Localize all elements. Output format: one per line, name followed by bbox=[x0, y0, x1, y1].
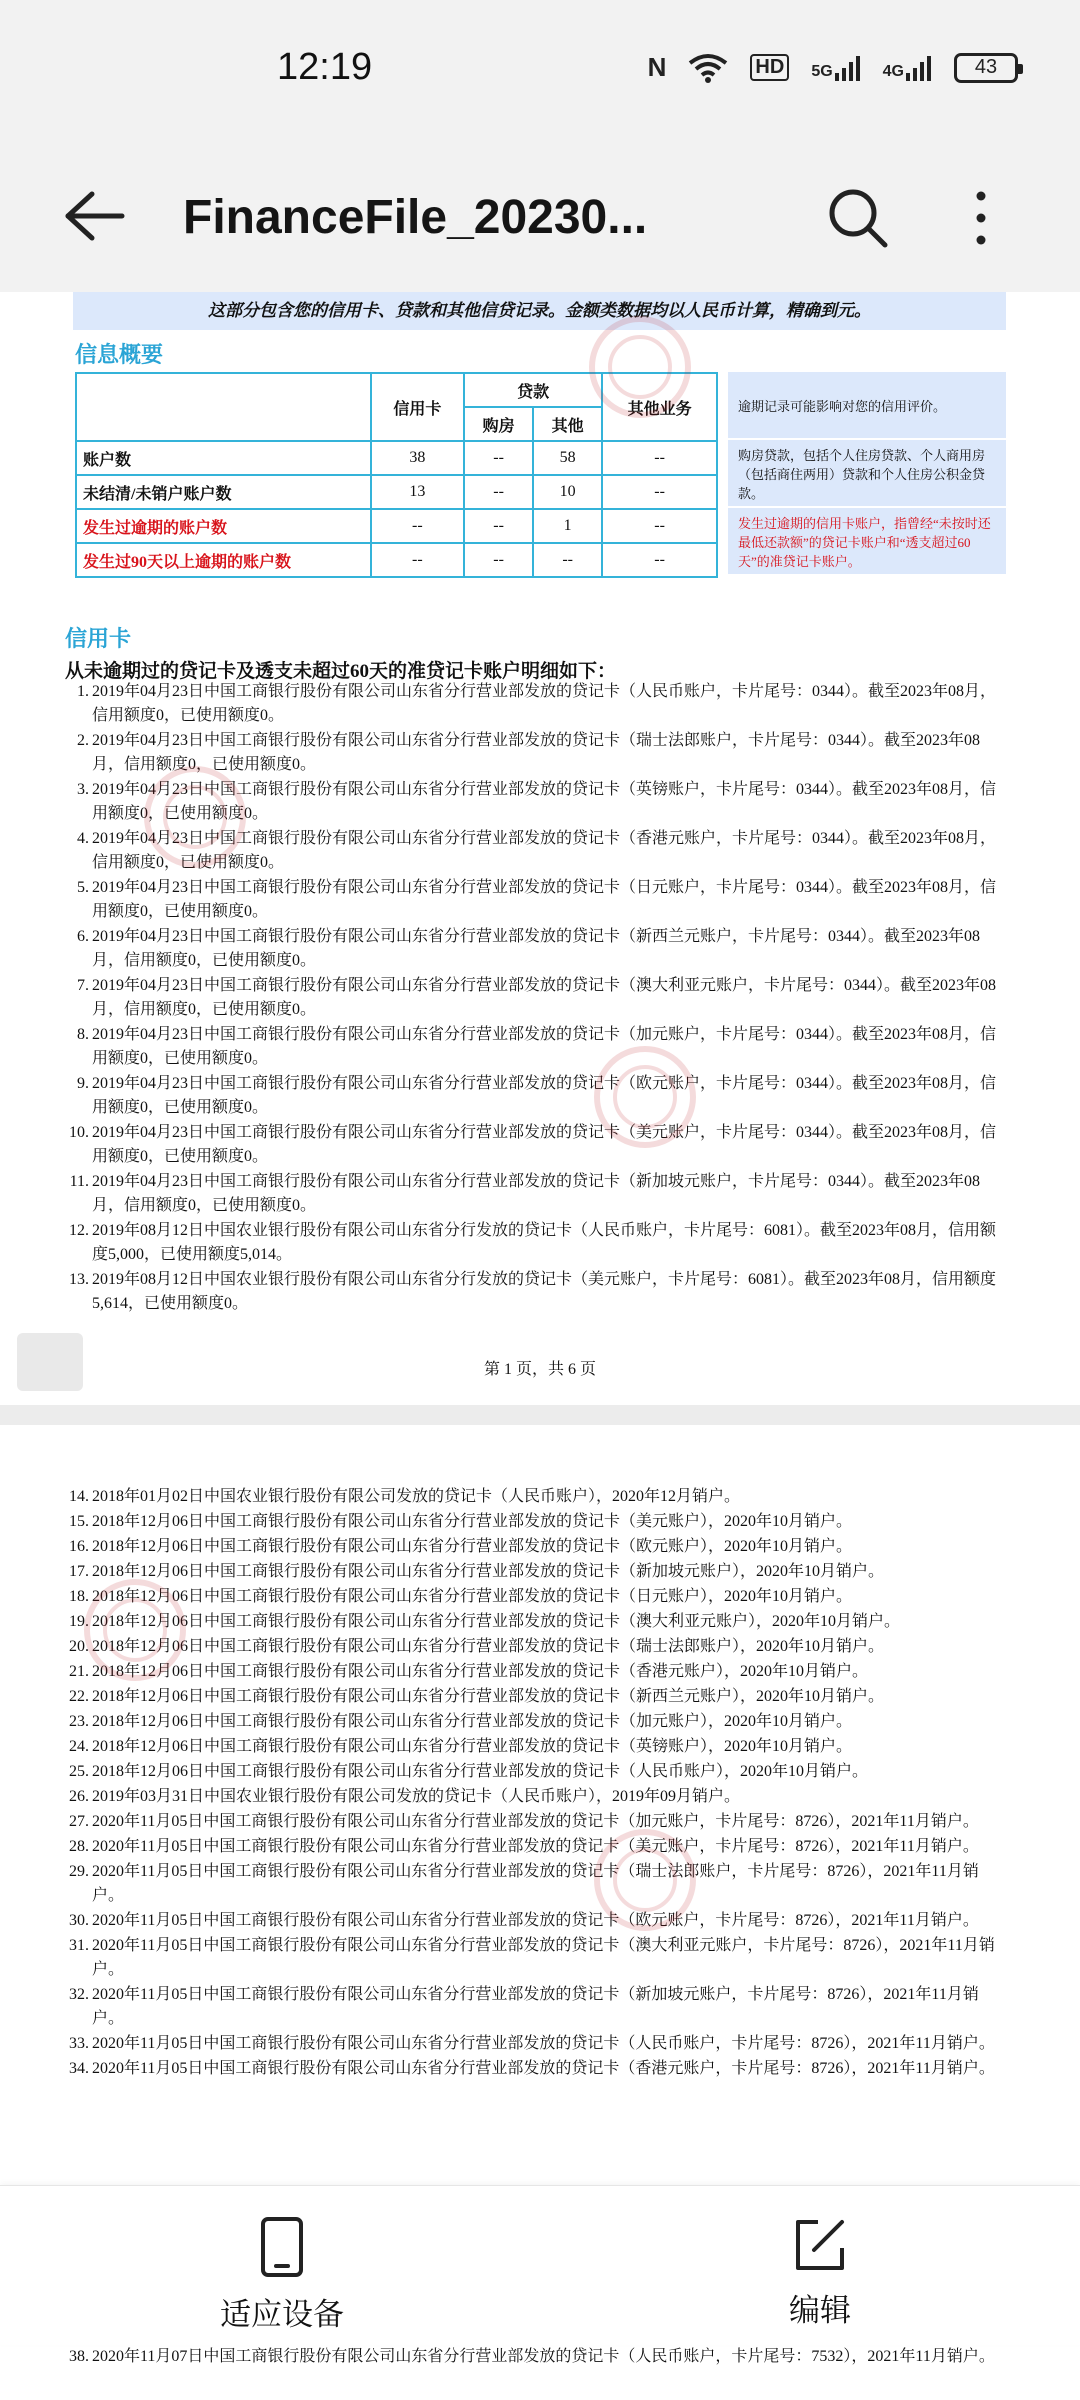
summary-table bbox=[75, 372, 718, 578]
list-item bbox=[62, 1934, 1007, 1982]
item-text: 2019年04月23日中国工商银行股份有限公司山东省分行营业部发放的贷记卡（英镑账户，卡片尾号：0344）。截至2023年08月，信用额度0，已使用额度0。 bbox=[92, 781, 997, 822]
item-number: 1. bbox=[77, 683, 89, 700]
list-item bbox=[62, 974, 1007, 1022]
list-item bbox=[62, 1121, 1007, 1169]
list-item bbox=[62, 1268, 1007, 1316]
row-label: 发生过90天以上逾期的账户数 bbox=[76, 543, 371, 577]
item-number: 38. bbox=[69, 2348, 89, 2365]
list-item bbox=[62, 1835, 1007, 1859]
edit-label: 编辑 bbox=[789, 2293, 851, 2329]
row-label: 账户数 bbox=[76, 441, 371, 475]
item-number: 30. bbox=[69, 1912, 89, 1929]
row-label: 未结清/未销户账户数 bbox=[76, 475, 371, 509]
list-item bbox=[62, 778, 1007, 826]
edit-button[interactable] bbox=[720, 2216, 920, 2330]
page-footer: 第 1 页，共 6 页 bbox=[483, 1361, 596, 1378]
app-toolbar bbox=[0, 140, 1080, 292]
cell: -- bbox=[602, 509, 717, 543]
closed-card-list bbox=[62, 1485, 1007, 2082]
item-number: 9. bbox=[77, 1075, 89, 1092]
item-number: 23. bbox=[69, 1713, 89, 1730]
document-title: FinanceFile_20230... bbox=[183, 191, 648, 244]
section-banner: 这部分包含您的信用卡、贷款和其他信贷记录。金额类数据均以人民币计算，精确到元。 bbox=[73, 292, 1006, 330]
wifi-icon bbox=[688, 53, 728, 83]
item-number: 10. bbox=[69, 1124, 89, 1141]
list-item bbox=[62, 1860, 1007, 1908]
search-icon[interactable] bbox=[826, 186, 890, 250]
item-number: 21. bbox=[69, 1663, 89, 1680]
table-row bbox=[76, 441, 717, 475]
list-item bbox=[62, 827, 1007, 875]
item-text: 2019年04月23日中国工商银行股份有限公司山东省分行营业部发放的贷记卡（人民币账户，卡片尾号：0344）。截至2023年08月，信用额度0，已使用额度0。 bbox=[92, 683, 997, 724]
summary-notes bbox=[728, 372, 1006, 576]
list-item bbox=[62, 1170, 1007, 1218]
item-number: 14. bbox=[69, 1488, 89, 1505]
item-text: 2020年11月05日中国工商银行股份有限公司山东省分行营业部发放的贷记卡（澳大利亚元账户，卡片尾号：8726），2021年11月销户。 bbox=[92, 1937, 995, 1978]
item-number: 4. bbox=[77, 830, 89, 847]
bottom-action-bar bbox=[0, 2185, 1080, 2345]
cell: 58 bbox=[533, 441, 602, 475]
item-text: 2018年12月06日中国工商银行股份有限公司山东省分行营业部发放的贷记卡（人民币账户），2020年10月销户。 bbox=[92, 1763, 869, 1780]
item-number: 16. bbox=[69, 1538, 89, 1555]
item-number: 20. bbox=[69, 1638, 89, 1655]
col-header-credit-card: 信用卡 bbox=[371, 373, 464, 441]
item-text: 2020年11月05日中国工商银行股份有限公司山东省分行营业部发放的贷记卡（加元账户，卡片尾号：8726），2021年11月销户。 bbox=[92, 1813, 979, 1830]
row-label: 发生过逾期的账户数 bbox=[76, 509, 371, 543]
cell: -- bbox=[371, 543, 464, 577]
item-text: 2018年12月06日中国工商银行股份有限公司山东省分行营业部发放的贷记卡（美元账户），2020年10月销户。 bbox=[92, 1513, 853, 1530]
item-text: 2019年03月31日中国农业银行股份有限公司发放的贷记卡（人民币账户），2019年09月销户。 bbox=[92, 1788, 741, 1805]
cell: -- bbox=[464, 509, 533, 543]
table-row bbox=[76, 509, 717, 543]
item-text: 2019年04月23日中国工商银行股份有限公司山东省分行营业部发放的贷记卡（香港元账户，卡片尾号：0344）。截至2023年08月，信用额度0，已使用额度0。 bbox=[92, 830, 997, 871]
item-number: 29. bbox=[69, 1863, 89, 1880]
col-header-other-loan: 其他 bbox=[533, 407, 602, 441]
note-overdue-card: 发生过逾期的信用卡账户，指曾经“未按时还最低还款额”的贷记卡账户和“透支超过60天”的准贷记卡账户。 bbox=[728, 508, 1006, 574]
item-number: 7. bbox=[77, 977, 89, 994]
document-page-1 bbox=[0, 292, 1080, 1405]
list-item bbox=[62, 1535, 1007, 1559]
status-bar bbox=[0, 0, 1080, 140]
cell: 13 bbox=[371, 475, 464, 509]
list-item bbox=[62, 1735, 1007, 1759]
item-number: 5. bbox=[77, 879, 89, 896]
item-number: 17. bbox=[69, 1563, 89, 1580]
back-arrow-icon[interactable] bbox=[62, 186, 126, 246]
list-item bbox=[62, 1510, 1007, 1534]
item-number: 27. bbox=[69, 1813, 89, 1830]
fit-device-button[interactable] bbox=[182, 2216, 382, 2334]
item-text: 2020年11月05日中国工商银行股份有限公司山东省分行营业部发放的贷记卡（瑞士法郎账户，卡片尾号：8726），2021年11月销户。 bbox=[92, 1863, 979, 1904]
cell: -- bbox=[464, 475, 533, 509]
item-text: 2018年12月06日中国工商银行股份有限公司山东省分行营业部发放的贷记卡（新加坡元账户），2020年10月销户。 bbox=[92, 1563, 885, 1580]
list-item bbox=[62, 1983, 1007, 2031]
more-options-icon[interactable] bbox=[966, 186, 996, 250]
item-number: 24. bbox=[69, 1738, 89, 1755]
item-number: 19. bbox=[69, 1613, 89, 1630]
item-text: 2019年08月12日中国农业银行股份有限公司山东省分行发放的贷记卡（美元账户，卡片尾号：6081）。截至2023年08月，信用额度5,614，已使用额度0。 bbox=[92, 1271, 997, 1312]
list-item bbox=[62, 2345, 1007, 2369]
list-item bbox=[62, 876, 1007, 924]
item-text: 2018年12月06日中国工商银行股份有限公司山东省分行营业部发放的贷记卡（香港元账户），2020年10月销户。 bbox=[92, 1663, 869, 1680]
item-number: 13. bbox=[69, 1271, 89, 1288]
item-text: 2019年04月23日中国工商银行股份有限公司山东省分行营业部发放的贷记卡（日元账户，卡片尾号：0344）。截至2023年08月，信用额度0，已使用额度0。 bbox=[92, 879, 997, 920]
list-item bbox=[62, 1635, 1007, 1659]
item-number: 34. bbox=[69, 2060, 89, 2077]
signal-4g-icon bbox=[883, 55, 932, 81]
item-number: 25. bbox=[69, 1763, 89, 1780]
cell: -- bbox=[602, 441, 717, 475]
list-item bbox=[62, 680, 1007, 728]
list-item bbox=[62, 1585, 1007, 1609]
list-item bbox=[62, 1760, 1007, 1784]
item-number: 2. bbox=[77, 732, 89, 749]
col-header-loan: 贷款 bbox=[464, 373, 602, 407]
edit-icon bbox=[792, 2216, 848, 2274]
item-text: 2019年04月23日中国工商银行股份有限公司山东省分行营业部发放的贷记卡（加元账户，卡片尾号：0344）。截至2023年08月，信用额度0，已使用额度0。 bbox=[92, 1026, 997, 1067]
item-number: 8. bbox=[77, 1026, 89, 1043]
item-number: 31. bbox=[69, 1937, 89, 1954]
list-item bbox=[62, 1485, 1007, 1509]
item-text: 2019年04月23日中国工商银行股份有限公司山东省分行营业部发放的贷记卡（澳大利亚元账户，卡片尾号：0344）。截至2023年08月，信用额度0，已使用额度0。 bbox=[92, 977, 997, 1018]
table-corner bbox=[76, 373, 371, 441]
item-number: 15. bbox=[69, 1513, 89, 1530]
list-item bbox=[62, 2032, 1007, 2056]
col-header-house-loan: 购房 bbox=[464, 407, 533, 441]
item-text: 2018年12月06日中国工商银行股份有限公司山东省分行营业部发放的贷记卡（英镑账户），2020年10月销户。 bbox=[92, 1738, 853, 1755]
nfc-icon: N bbox=[647, 52, 667, 82]
item-text: 2019年04月23日中国工商银行股份有限公司山东省分行营业部发放的贷记卡（新加坡元账户，卡片尾号：0344）。截至2023年08月，信用额度0，已使用额度0。 bbox=[92, 1173, 981, 1214]
item-number: 12. bbox=[69, 1222, 89, 1239]
note-house-loan: 购房贷款，包括个人住房贷款、个人商用房（包括商住两用）贷款和个人住房公积金贷款。 bbox=[728, 440, 1006, 506]
item-text: 2020年11月05日中国工商银行股份有限公司山东省分行营业部发放的贷记卡（人民币账户，卡片尾号：8726），2021年11月销户。 bbox=[92, 2035, 995, 2052]
list-item bbox=[62, 1785, 1007, 1809]
battery-icon: 43 bbox=[954, 53, 1018, 83]
item-text: 2018年12月06日中国工商银行股份有限公司山东省分行营业部发放的贷记卡（新西兰元账户），2020年10月销户。 bbox=[92, 1688, 885, 1705]
item-text: 2018年12月06日中国工商银行股份有限公司山东省分行营业部发放的贷记卡（澳大利亚元账户），2020年10月销户。 bbox=[92, 1613, 901, 1630]
list-item bbox=[62, 2057, 1007, 2081]
cell: 38 bbox=[371, 441, 464, 475]
list-item bbox=[62, 1610, 1007, 1634]
item-text: 2020年11月05日中国工商银行股份有限公司山东省分行营业部发放的贷记卡（新加坡元账户，卡片尾号：8726），2021年11月销户。 bbox=[92, 1986, 979, 2027]
table-row bbox=[76, 543, 717, 577]
item-text: 2019年04月23日中国工商银行股份有限公司山东省分行营业部发放的贷记卡（欧元账户，卡片尾号：0344）。截至2023年08月，信用额度0，已使用额度0。 bbox=[92, 1075, 997, 1116]
table-row bbox=[76, 475, 717, 509]
list-item bbox=[62, 1909, 1007, 1933]
item-number: 26. bbox=[69, 1788, 89, 1805]
item-text: 2019年04月23日中国工商银行股份有限公司山东省分行营业部发放的贷记卡（新西兰元账户，卡片尾号：0344）。截至2023年08月，信用额度0，已使用额度0。 bbox=[92, 928, 981, 969]
list-item bbox=[62, 1810, 1007, 1834]
item-text: 2020年11月07日中国工商银行股份有限公司山东省分行营业部发放的贷记卡（人民币账户，卡片尾号：7532），2021年11月销户。 bbox=[92, 2348, 995, 2365]
item-number: 11. bbox=[69, 1173, 89, 1190]
list-item bbox=[62, 1710, 1007, 1734]
item-number: 22. bbox=[69, 1688, 89, 1705]
credit-card-list bbox=[62, 680, 1007, 1317]
signal-4g-label: 4G bbox=[882, 62, 904, 80]
item-text: 2019年08月12日中国农业银行股份有限公司山东省分行发放的贷记卡（人民币账户，卡片尾号：6081）。截至2023年08月，信用额度5,000，已使用额度5,014。 bbox=[92, 1222, 997, 1263]
list-item bbox=[62, 1685, 1007, 1709]
fit-device-label: 适应设备 bbox=[220, 2297, 344, 2333]
cell: -- bbox=[602, 475, 717, 509]
col-header-other-business: 其他业务 bbox=[602, 373, 717, 441]
item-text: 2018年12月06日中国工商银行股份有限公司山东省分行营业部发放的贷记卡（欧元账户），2020年10月销户。 bbox=[92, 1538, 853, 1555]
signal-5g-icon bbox=[811, 55, 860, 81]
list-item bbox=[62, 729, 1007, 777]
list-item bbox=[62, 1219, 1007, 1267]
item-number: 6. bbox=[77, 928, 89, 945]
signal-5g-label: 5G bbox=[811, 62, 833, 80]
phone-device-icon bbox=[260, 2216, 304, 2278]
item-number: 33. bbox=[69, 2035, 89, 2052]
cell: -- bbox=[602, 543, 717, 577]
item-number: 18. bbox=[69, 1588, 89, 1605]
item-text: 2018年01月02日中国农业银行股份有限公司发放的贷记卡（人民币账户），2020年12月销户。 bbox=[92, 1488, 741, 1505]
item-text: 2020年11月05日中国工商银行股份有限公司山东省分行营业部发放的贷记卡（美元账户，卡片尾号：8726），2021年11月销户。 bbox=[92, 1838, 979, 1855]
note-overdue-impact: 逾期记录可能影响对您的信用评价。 bbox=[728, 372, 1006, 438]
item-text: 2020年11月05日中国工商银行股份有限公司山东省分行营业部发放的贷记卡（香港元账户，卡片尾号：8726），2021年11月销户。 bbox=[92, 2060, 995, 2077]
page-separator bbox=[0, 1405, 1080, 1425]
cell: 1 bbox=[533, 509, 602, 543]
list-item bbox=[62, 1660, 1007, 1684]
credit-card-intro: 从未逾期过的贷记卡及透支未超过60天的准贷记卡账户明细如下： bbox=[65, 661, 617, 682]
cell: -- bbox=[464, 441, 533, 475]
item-text: 2018年12月06日中国工商银行股份有限公司山东省分行营业部发放的贷记卡（加元账户），2020年10月销户。 bbox=[92, 1713, 853, 1730]
item-text: 2019年04月23日中国工商银行股份有限公司山东省分行营业部发放的贷记卡（瑞士法郎账户，卡片尾号：0344）。截至2023年08月，信用额度0，已使用额度0。 bbox=[92, 732, 981, 773]
list-continuation bbox=[62, 2345, 1007, 2370]
item-number: 32. bbox=[69, 1986, 89, 2003]
item-text: 2018年12月06日中国工商银行股份有限公司山东省分行营业部发放的贷记卡（日元账户），2020年10月销户。 bbox=[92, 1588, 853, 1605]
item-text: 2020年11月05日中国工商银行股份有限公司山东省分行营业部发放的贷记卡（欧元账户，卡片尾号：8726），2021年11月销户。 bbox=[92, 1912, 979, 1929]
credit-card-heading: 信用卡 bbox=[65, 626, 132, 651]
item-number: 3. bbox=[77, 781, 89, 798]
hd-icon: HD bbox=[750, 54, 789, 81]
cell: 10 bbox=[533, 475, 602, 509]
list-item bbox=[62, 1072, 1007, 1120]
list-item bbox=[62, 1023, 1007, 1071]
item-text: 2019年04月23日中国工商银行股份有限公司山东省分行营业部发放的贷记卡（美元账户，卡片尾号：0344）。截至2023年08月，信用额度0，已使用额度0。 bbox=[92, 1124, 997, 1165]
status-icons bbox=[648, 52, 1018, 83]
item-number: 28. bbox=[69, 1838, 89, 1855]
item-text: 2018年12月06日中国工商银行股份有限公司山东省分行营业部发放的贷记卡（瑞士法郎账户），2020年10月销户。 bbox=[92, 1638, 885, 1655]
cell: -- bbox=[371, 509, 464, 543]
cell: -- bbox=[533, 543, 602, 577]
list-item bbox=[62, 925, 1007, 973]
status-time: 12:19 bbox=[277, 46, 373, 88]
list-item bbox=[62, 1560, 1007, 1584]
info-summary-heading: 信息概要 bbox=[75, 342, 164, 367]
cell: -- bbox=[464, 543, 533, 577]
